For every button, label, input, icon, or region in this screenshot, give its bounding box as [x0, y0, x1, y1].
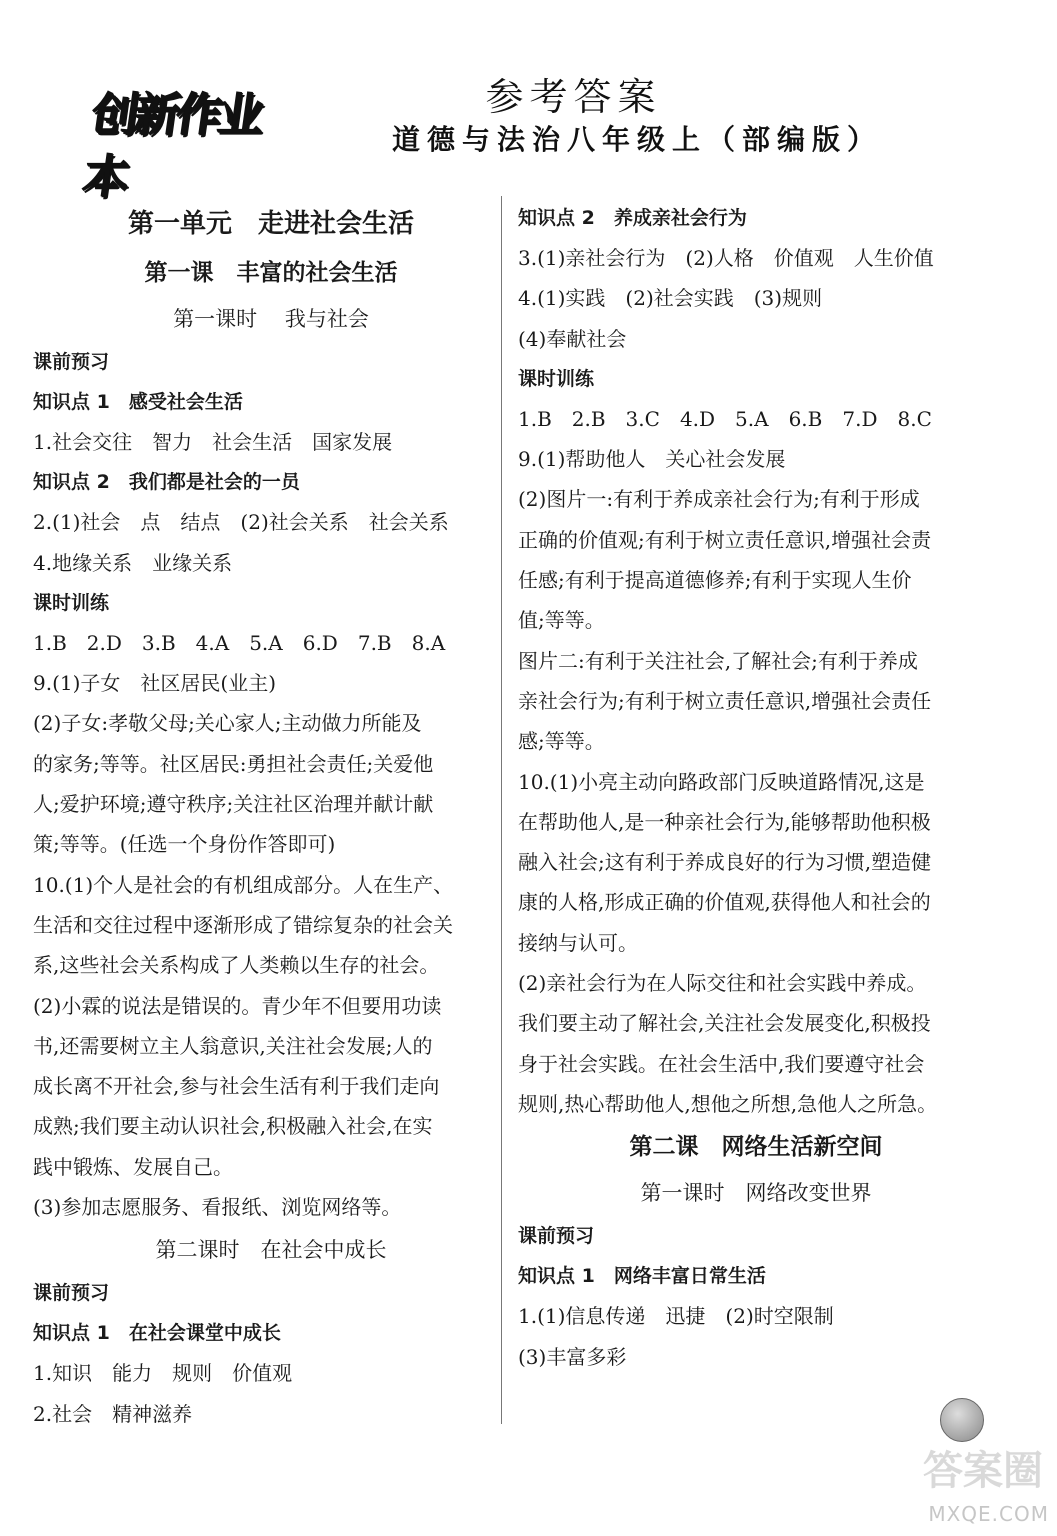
section-heading: 课前预习 — [518, 1225, 595, 1248]
answer-line: (2)子女:孝敬父母;关心家人;主动做力所能及 — [33, 711, 422, 736]
section-heading: 课时训练 — [518, 367, 595, 390]
answer-line: 1.知识 能力 规则 价值观 — [33, 1361, 293, 1386]
answer-line: 生活和交往过程中逐渐形成了错综复杂的社会关 — [33, 912, 453, 937]
watermark — [909, 1410, 1049, 1530]
knowledge-point-heading: 知识点 1 感受社会生活 — [33, 391, 243, 413]
answer-line: 任感;有利于提高道德修养;有利于实现人生价 — [518, 568, 912, 593]
answer-line: 规则,热心帮助他人,想他之所想,急他人之所急。 — [518, 1091, 938, 1116]
answer-line: (2)图片一:有利于养成亲社会行为;有利于形成 — [518, 487, 920, 512]
answer-line: 1.社会交往 智力 社会生活 国家发展 — [33, 430, 393, 454]
answer-line: 人;爱护环境;遵守秩序;关注社区治理并献计献 — [33, 792, 434, 817]
answer-line: 10.(1)个人是社会的有机组成部分。人在生产、 — [33, 872, 454, 897]
answer-line: 践中锻炼、发展自己。 — [33, 1154, 233, 1179]
answer-line: 4.(1)实践 (2)社会实践 (3)规则 — [518, 286, 823, 311]
right-column — [518, 198, 994, 1377]
answer-line: 书,还需要树立主人翁意识,关注社会发展;人的 — [33, 1033, 433, 1058]
left-column — [33, 198, 509, 1434]
answer-line: 身于社会实践。在社会生活中,我们要遵守社会 — [518, 1051, 925, 1076]
answer-line: 的家务;等等。社区居民:勇担社会责任;关爱他 — [33, 751, 434, 776]
answer-line: 亲社会行为;有利于树立责任意识,增强社会责任 — [518, 688, 932, 713]
answer-line: 4.地缘关系 业缘关系 — [33, 550, 233, 575]
answer-line: 3.(1)亲社会行为 (2)人格 价值观 人生价值 — [518, 246, 934, 270]
section-heading: 课时训练 — [33, 591, 110, 614]
answer-line: 策;等等。(任选一个身份作答即可) — [33, 832, 336, 857]
knowledge-point-heading: 知识点 2 我们都是社会的一员 — [33, 471, 300, 494]
watermark-url: MXQE.COM — [928, 1502, 1049, 1526]
lesson-heading: 第二课 网络生活新空间 — [629, 1134, 883, 1161]
answer-line: 1.(1)信息传递 迅捷 (2)时空限制 — [518, 1304, 834, 1329]
answer-line: 9.(1)子女 社区居民(业主) — [33, 671, 277, 696]
period-heading: 第一课时 我与社会 — [173, 307, 369, 331]
logo-text: 创新作业本 — [79, 88, 265, 204]
page-title — [0, 66, 1057, 121]
period-heading: 第二课时 在社会中成长 — [155, 1238, 387, 1263]
section-heading: 课前预习 — [33, 351, 110, 373]
answer-line: 值;等等。 — [518, 608, 605, 633]
answer-line: 在帮助他人,是一种亲社会行为,能够帮助他积极 — [518, 809, 931, 834]
answer-line: 2.社会 精神滋养 — [33, 1401, 193, 1426]
answer-line: 1.B 2.B 3.C 4.D 5.A 6.B 7.D 8.C — [518, 406, 932, 431]
knowledge-point-heading: 知识点 2 养成亲社会行为 — [518, 207, 747, 229]
knowledge-point-heading: 知识点 1 在社会课堂中成长 — [33, 1322, 281, 1345]
answer-line: 融入社会;这有利于养成良好的行为习惯,塑造健 — [518, 850, 932, 875]
answer-line: (3)参加志愿服务、看报纸、浏览网络等。 — [33, 1195, 402, 1220]
knowledge-point-heading: 知识点 1 网络丰富日常生活 — [518, 1265, 766, 1288]
answer-line: 正确的价值观;有利于树立责任意识,增强社会责 — [518, 527, 932, 552]
answer-line: 我们要主动了解社会,关注社会发展变化,积极投 — [518, 1011, 931, 1036]
answer-line: 图片二:有利于关注社会,了解社会;有利于养成 — [518, 648, 918, 673]
answer-line: 1.B 2.D 3.B 4.A 5.A 6.D 7.B 8.A — [33, 630, 446, 655]
answer-line: (4)奉献社会 — [518, 326, 627, 351]
answer-line: 康的人格,形成正确的价值观,获得他人和社会的 — [518, 890, 931, 915]
answer-line: 感;等等。 — [518, 729, 605, 754]
answer-line: (2)小霖的说法是错误的。青少年不但要用功读 — [33, 993, 442, 1018]
period-heading: 第一课时 网络改变世界 — [640, 1181, 872, 1206]
answer-line: 2.(1)社会 点 结点 (2)社会关系 社会关系 — [33, 510, 449, 535]
answer-line: 9.(1)帮助他人 关心社会发展 — [518, 447, 786, 472]
answer-line: (2)亲社会行为在人际交往和社会实践中养成。 — [518, 971, 927, 996]
answer-line: 成长离不开社会,参与社会生活有利于我们走向 — [33, 1074, 440, 1099]
watermark-logo-text: 答案圈 — [923, 1448, 1043, 1494]
section-heading: 课前预习 — [33, 1282, 110, 1305]
unit-heading: 第一单元 走进社会生活 — [127, 209, 414, 239]
answer-line: (3)丰富多彩 — [518, 1344, 627, 1369]
answer-line: 成熟;我们要主动认识社会,积极融入社会,在实 — [33, 1114, 433, 1139]
answer-line: 系,这些社会关系构成了人类赖以生存的社会。 — [33, 953, 440, 978]
answer-line: 接纳与认可。 — [518, 930, 638, 955]
page-subtitle: 道德与法治八年级上（部编版） — [392, 123, 883, 156]
page-title-text: 参考答案 — [485, 75, 662, 119]
lesson-heading: 第一课 丰富的社会生活 — [144, 260, 398, 286]
answer-line: 10.(1)小亮主动向路政部门反映道路情况,这是 — [518, 769, 925, 794]
